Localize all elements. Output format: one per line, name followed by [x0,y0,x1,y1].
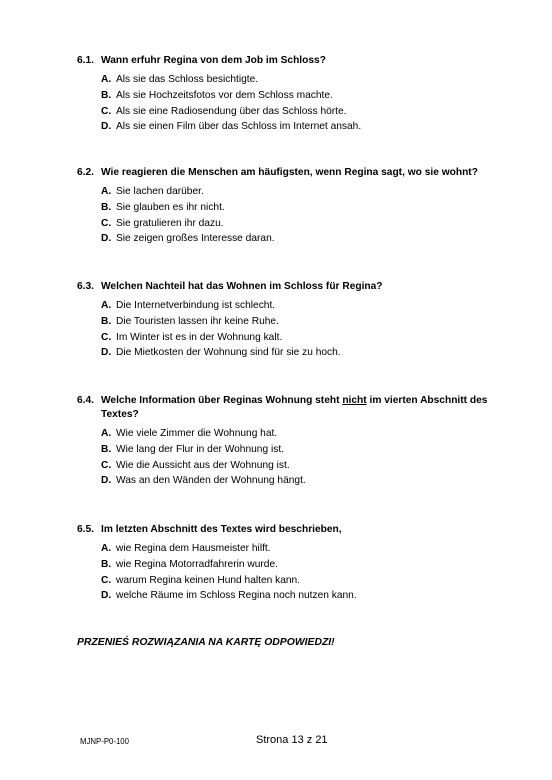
option-c[interactable] [101,104,497,120]
option-text: wie Regina dem Hausmeister hilft. [116,543,271,554]
option-letter: B. [101,315,112,327]
question-number: 6.4. [77,395,94,406]
option-b[interactable] [101,200,497,216]
option-c[interactable] [101,458,497,474]
answer-options [77,426,497,489]
option-d[interactable] [101,345,497,361]
option-letter: B. [101,201,112,213]
question-6-3 [77,280,497,361]
question-6-5 [77,523,497,604]
option-text: wie Regina Motorradfahrerin wurde. [116,558,278,570]
option-text: Was an den Wänden der Wohnung hängt. [116,475,306,487]
option-b[interactable] [101,88,497,104]
option-text: Die Mietkosten der Wohnung sind für sie zu hoch. [116,347,341,359]
option-letter: C. [101,331,112,343]
question-text-emphasis: nicht [342,395,367,406]
option-a[interactable] [101,184,497,200]
question-number: 6.1. [77,55,94,66]
option-a[interactable] [101,426,497,442]
option-text: warum Regina keinen Hund halten kann. [116,574,301,586]
option-letter: B. [101,558,112,570]
option-letter: B. [101,89,112,101]
question-text: Welchen Nachteil hat das Wohnen im Schloss für Regina? [101,281,383,292]
option-text: Wie viele Zimmer die Wohnung hat. [116,428,278,439]
question-heading [77,523,497,537]
option-letter: D. [101,475,112,487]
question-text [101,394,497,422]
option-d[interactable] [101,119,497,135]
answer-options [77,72,497,135]
transfer-instruction: PRZENIEŚ ROZWIĄZANIA NA KARTĘ ODPOWIEDZI! [77,637,335,648]
option-text: Sie zeigen großes Interesse daran. [116,233,275,245]
option-b[interactable] [101,442,497,458]
option-b[interactable] [101,557,497,573]
option-a[interactable] [101,298,497,314]
option-letter: C. [101,574,112,586]
option-text: Die Touristen lassen ihr keine Ruhe. [116,315,279,327]
option-text: Als sie das Schloss besichtigte. [116,74,259,85]
option-c[interactable] [101,216,497,232]
option-text: Sie glauben es ihr nicht. [116,201,225,213]
question-number: 6.2. [77,167,94,178]
option-letter: C. [101,217,112,229]
option-c[interactable] [101,573,497,589]
option-d[interactable] [101,231,497,247]
question-heading [77,394,497,422]
option-text: welche Räume im Schloss Regina noch nutzen kann. [116,590,357,602]
option-text: Als sie eine Radiosendung über das Schloss hörte. [116,105,347,117]
question-heading [77,54,497,68]
option-d[interactable] [101,473,497,489]
option-d[interactable] [101,588,497,604]
answer-options [77,184,497,247]
option-text: Wie die Aussicht aus der Wohnung ist. [116,459,290,471]
question-6-4 [77,394,497,489]
question-text-before: Welche Information über Reginas Wohnung steht [101,395,343,406]
question-heading [77,280,497,294]
option-letter: A. [101,428,112,439]
option-letter: C. [101,105,112,117]
option-text: Wie lang der Flur in der Wohnung ist. [116,443,284,455]
option-letter: D. [101,347,112,359]
question-number: 6.5. [77,524,94,535]
option-b[interactable] [101,314,497,330]
option-a[interactable] [101,541,497,557]
option-a[interactable] [101,72,497,88]
question-heading [77,166,497,180]
answer-options [77,298,497,361]
document-code: MJNP-P0-100 [80,737,129,746]
question-text: Wie reagieren die Menschen am häufigsten, wenn Regina sagt, wo sie wohnt? [101,167,478,178]
option-text: Sie lachen darüber. [116,186,204,197]
option-letter: A. [101,74,112,85]
option-letter: C. [101,459,112,471]
page-number: Strona 13 z 21 [256,734,328,746]
question-text: Wann erfuhr Regina von dem Job im Schloss? [101,55,326,66]
question-6-1 [77,54,497,135]
option-letter: D. [101,233,112,245]
option-letter: A. [101,300,112,311]
question-text: Im letzten Abschnitt des Textes wird beschrieben, [101,524,342,535]
option-letter: A. [101,186,112,197]
option-letter: D. [101,590,112,602]
question-number: 6.3. [77,281,94,292]
answer-options [77,541,497,604]
option-text: Als sie Hochzeitsfotos vor dem Schloss machte. [116,89,333,101]
option-text: Die Internetverbindung ist schlecht. [116,300,276,311]
option-c[interactable] [101,330,497,346]
question-6-2 [77,166,497,247]
question-text-after: im vierten Abschnitt des Textes? [101,395,488,420]
option-text: Im Winter ist es in der Wohnung kalt. [116,331,283,343]
option-letter: D. [101,121,112,133]
option-letter: B. [101,443,112,455]
option-text: Als sie einen Film über das Schloss im Internet ansah. [116,121,362,133]
option-letter: A. [101,543,112,554]
option-text: Sie gratulieren ihr dazu. [116,217,224,229]
